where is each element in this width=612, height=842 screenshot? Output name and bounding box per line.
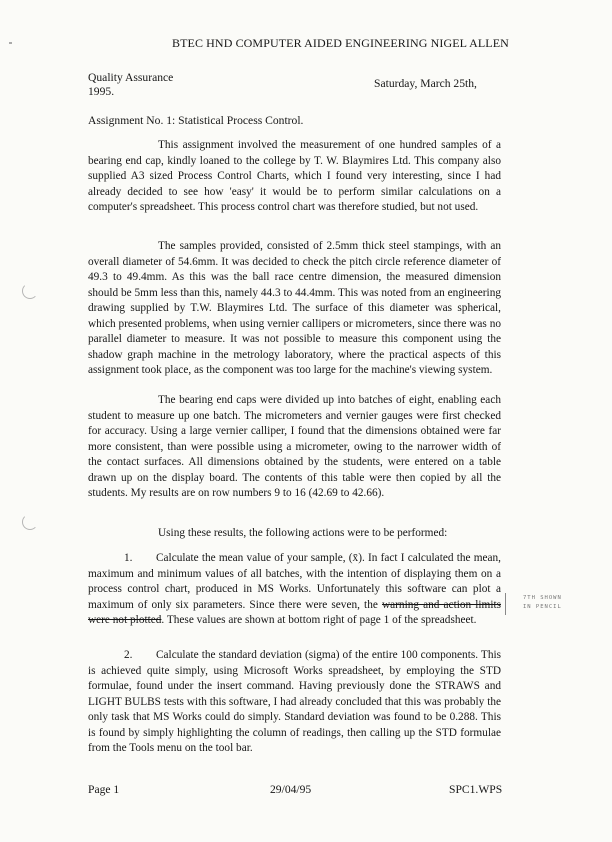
document-date: Saturday, March 25th,	[374, 77, 477, 90]
footer-page-number: Page 1	[88, 783, 120, 796]
paragraph-intro-text: This assignment involved the measurement of one hundred samples of a bearing end cap, kindly loaned to the college by T. W. Blaymires Ltd. This company also supplied A3 sized Process Control Charts, which I found very interesting, since I had already decided to see how 'easy' it would be to perform similar calculations on a computer's spreadsheet. This process control chart was therefore studied, but not used.	[88, 139, 501, 213]
pencil-note-line2: IN PENCIL	[523, 604, 562, 610]
list-item-1	[88, 551, 501, 629]
footer-date: 29/04/95	[270, 783, 312, 796]
paragraph-batches	[88, 393, 501, 502]
list-item-1-number: 1.	[124, 552, 133, 564]
pencil-note-line1: 7TH SHOWN	[523, 595, 562, 601]
paragraph-actions-intro-text: Using these results, the following actions were to be performed:	[158, 527, 448, 539]
paragraph-samples	[88, 239, 501, 379]
list-item-2-number: 2.	[124, 649, 133, 661]
punch-hole-bottom	[22, 514, 38, 530]
paragraph-intro	[88, 138, 501, 216]
list-item-1-text-before: Calculate the mean value of your sample, (x̄). In fact I calculated the mean, maximum and minimum values of all batches, with the intention of displaying them on a process control chart, produced in MS Works. Unfortunately this software can plot a maximum of only six parameters. Since there were seven, the	[88, 552, 501, 611]
course-year: 1995.	[88, 85, 115, 98]
footer-filename: SPC1.WPS	[449, 783, 503, 796]
list-item-2-text: Calculate the standard deviation (sigma) of the entire 100 components. This is achieved quite simply, using Microsoft Works spreadsheet, by employing the STD formulae, found under the insert command. Having previously done the STRAWS and LIGHT BULBS tests with this software, I had already concluded that this was probably the only task that MS Works could do simply. Standard deviation was found to be 0.288. This is found by simply highlighting the column of readings, then calling up the STD formulae from the Tools menu on the tool bar.	[88, 649, 501, 754]
list-item-1-text-after: . These values are shown at bottom right of page 1 of the spreadsheet.	[161, 614, 477, 626]
punch-hole-top	[22, 283, 38, 299]
paragraph-batches-text: The bearing end caps were divided up into batches of eight, enabling each student to measure up one batch. The micrometers and vernier gauges were first checked for accuracy. Using a large vernier calliper, I found that the dimensions obtained were far more consistent, than were possible using a micrometer, owing to the narrower width of the contact surfaces. All dimensions obtained by the students, were entered on a table drawn up on the display board. The contents of this table were then copied by all the students. My results are on row numbers 9 to 16 (42.69 to 42.66).	[88, 394, 501, 499]
document-header: BTEC HND COMPUTER AIDED ENGINEERING NIGEL ALLEN	[172, 36, 509, 50]
list-item-1-struck-text: warning and action limits were not plotted	[88, 598, 501, 626]
paragraph-samples-text: The samples provided, consisted of 2.5mm thick steel stampings, with an overall diameter of 54.6mm. It was decided to check the pitch circle reference diameter of 49.3 to 49.4mm. As this was the ball race centre dimension, the measured dimension should be 5mm less than this, namely 44.3 to 44.4mm. This was noted from an engineering drawing supplied by T.W. Blaymires Ltd. The surface of this diameter was spherical, which presented problems, when using vernier callipers or micrometers, since there was no parallel diameter to measure. It was not possible to measure this component using the shadow graph machine in the metrology laboratory, where the practical aspects of this assignment took place, as the component was too large for the machine's viewing system.	[88, 240, 501, 376]
list-item-2	[88, 648, 501, 757]
margin-bracket	[505, 593, 506, 615]
paragraph-actions-intro	[88, 526, 501, 542]
course-name: Quality Assurance	[88, 71, 174, 84]
scan-mark	[9, 42, 12, 44]
assignment-title: Assignment No. 1: Statistical Process Control.	[88, 114, 304, 127]
